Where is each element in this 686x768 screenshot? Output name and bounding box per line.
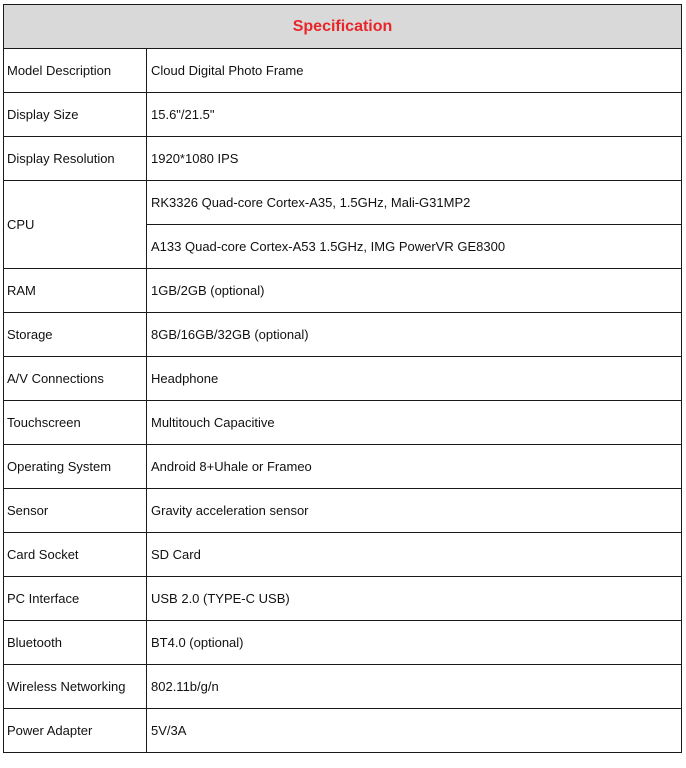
row-value: Cloud Digital Photo Frame [147,49,682,93]
row-value: 1GB/2GB (optional) [147,269,682,313]
table-row [4,137,682,181]
table-title: Specification [4,5,682,49]
row-value: 5V/3A [147,709,682,753]
table-row [4,93,682,137]
row-label: Bluetooth [4,621,147,665]
row-value: USB 2.0 (TYPE-C USB) [147,577,682,621]
row-value: 8GB/16GB/32GB (optional) [147,313,682,357]
row-value: A133 Quad-core Cortex-A53 1.5GHz, IMG PowerVR GE8300 [147,225,682,269]
table-row [4,621,682,665]
table-row [4,269,682,313]
row-label: RAM [4,269,147,313]
specification-table [3,4,682,753]
row-value: Headphone [147,357,682,401]
row-value: BT4.0 (optional) [147,621,682,665]
row-label: Operating System [4,445,147,489]
table-row [4,445,682,489]
row-value: 1920*1080 IPS [147,137,682,181]
row-value: 15.6"/21.5" [147,93,682,137]
row-label: Power Adapter [4,709,147,753]
row-label: Display Size [4,93,147,137]
table-row [4,665,682,709]
table-row [4,577,682,621]
row-label: Touchscreen [4,401,147,445]
row-label: CPU [4,181,147,269]
table-header-row [4,5,682,49]
row-value: Multitouch Capacitive [147,401,682,445]
row-value: Android 8+Uhale or Frameo [147,445,682,489]
table-row [4,489,682,533]
row-label: Sensor [4,489,147,533]
row-label: Display Resolution [4,137,147,181]
row-label: Model Description [4,49,147,93]
row-value: 802.11b/g/n [147,665,682,709]
row-label: PC Interface [4,577,147,621]
row-label: Card Socket [4,533,147,577]
table-row [4,709,682,753]
table-row [4,313,682,357]
row-value: RK3326 Quad-core Cortex-A35, 1.5GHz, Mali-G31MP2 [147,181,682,225]
row-label: A/V Connections [4,357,147,401]
table-row [4,357,682,401]
table-row [4,49,682,93]
row-label: Wireless Networking [4,665,147,709]
row-label: Storage [4,313,147,357]
table-row [4,401,682,445]
row-value: SD Card [147,533,682,577]
row-value: Gravity acceleration sensor [147,489,682,533]
table-row [4,533,682,577]
table-row [4,181,682,225]
